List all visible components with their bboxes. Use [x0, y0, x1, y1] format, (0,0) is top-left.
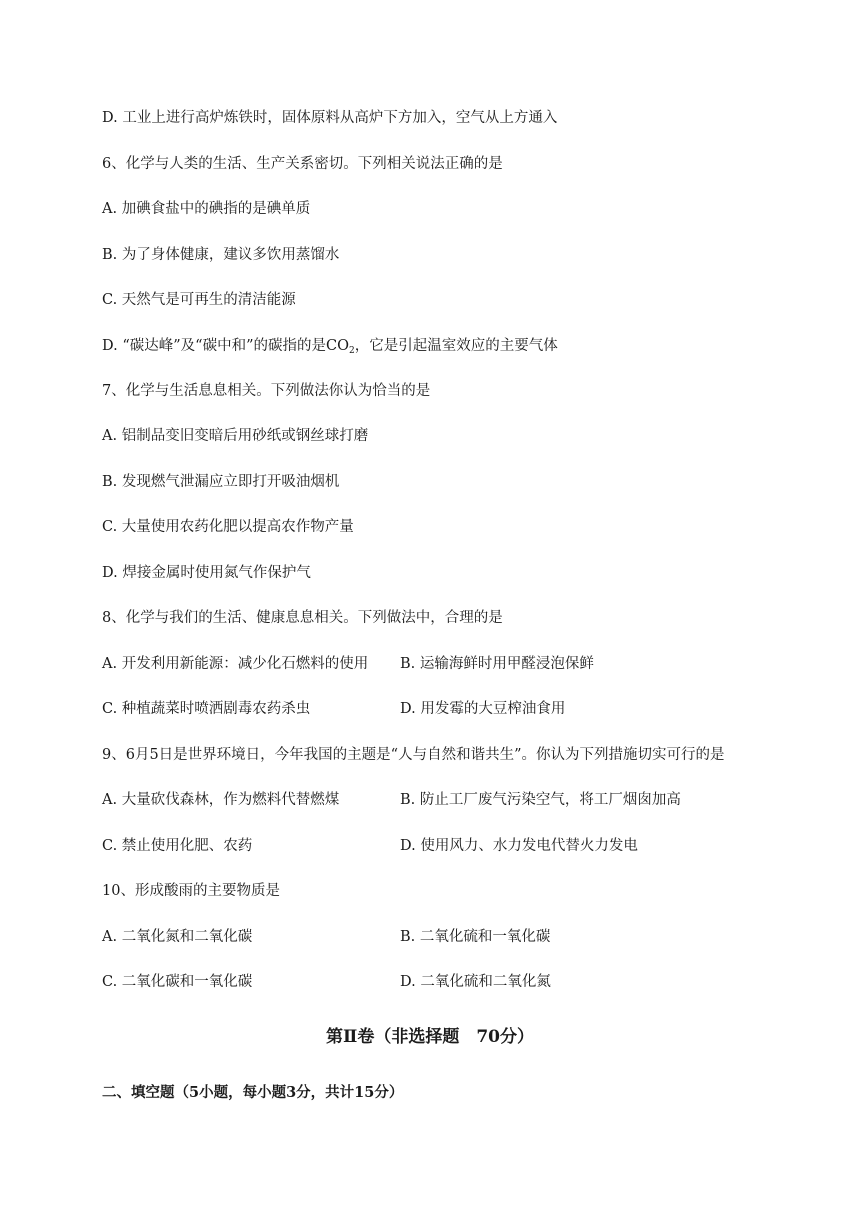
q7-option-c: C. 大量使用农药化肥以提高农作物产量 [102, 519, 354, 535]
q9-option-d: D. 使用风力、水力发电代替火力发电 [400, 838, 638, 854]
q10-option-b: B. 二氧化硫和一氧化碳 [400, 929, 551, 945]
q6-option-c: C. 天然气是可再生的清洁能源 [102, 292, 296, 308]
q9-option-c: C. 禁止使用化肥、农药 [102, 838, 253, 854]
q6-option-d [102, 336, 558, 361]
q9-stem: 9、6月5日是世界环境日，今年我国的主题是“人与自然和谐共生”。你认为下列措施切实可行的是 [102, 747, 725, 763]
q8-option-d: D. 用发霉的大豆榨油食用 [400, 701, 566, 717]
q9-option-b: B. 防止工厂废气污染空气，将工厂烟囱加高 [400, 792, 681, 808]
q8-option-c: C. 种植蔬菜时喷洒剧毒农药杀虫 [102, 701, 311, 717]
q8-stem: 8、化学与我们的生活、健康息息相关。下列做法中，合理的是 [102, 610, 503, 626]
q7-option-d: D. 焊接金属时使用氮气作保护气 [102, 565, 311, 581]
q7-stem: 7、化学与生活息息相关。下列做法你认为恰当的是 [102, 383, 431, 399]
part-2-title: 第Ⅱ卷（非选择题 70分） [326, 1027, 534, 1047]
q7-option-b: B. 发现燃气泄漏应立即打开吸油烟机 [102, 474, 340, 490]
q5-option-d: D. 工业上进行高炉炼铁时，固体原料从高炉下方加入，空气从上方通入 [102, 110, 558, 126]
q9-option-a: A. 大量砍伐森林，作为燃料代替燃煤 [102, 792, 340, 808]
q6-option-b: B. 为了身体健康，建议多饮用蒸馏水 [102, 247, 340, 263]
q8-option-a: A. 开发利用新能源：减少化石燃料的使用 [102, 656, 369, 672]
q10-option-d: D. 二氧化硫和二氧化氮 [400, 974, 551, 990]
section-2-title: 二、填空题（5小题，每小题3分，共计15分） [102, 1084, 404, 1101]
co2-subscript: 2 [348, 346, 355, 356]
q10-option-a: A. 二氧化氮和二氧化碳 [102, 929, 253, 945]
q10-option-c: C. 二氧化碳和一氧化碳 [102, 974, 253, 990]
q10-stem: 10、形成酸雨的主要物质是 [102, 883, 280, 899]
q8-option-b: B. 运输海鲜时用甲醛浸泡保鲜 [400, 656, 594, 672]
q7-option-a: A. 铝制品变旧变暗后用砂纸或钢丝球打磨 [102, 428, 369, 444]
q6-stem: 6、化学与人类的生活、生产关系密切。下列相关说法正确的是 [102, 156, 503, 172]
q6-option-d-text: D. “碳达峰”及“碳中和”的碳指的是CO [102, 338, 349, 354]
q6-option-a: A. 加碘食盐中的碘指的是碘单质 [102, 201, 311, 217]
q6-option-d-tail: ，它是引起温室效应的主要气体 [354, 338, 558, 354]
